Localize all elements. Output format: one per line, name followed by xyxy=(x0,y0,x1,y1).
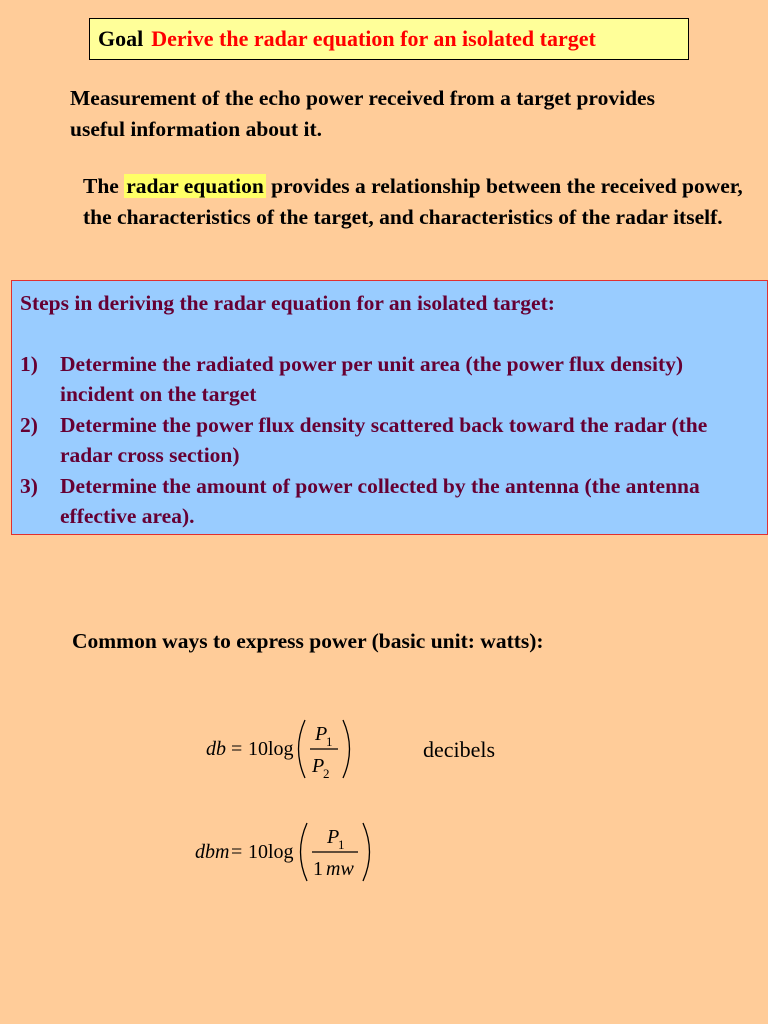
intro-paragraph-2 xyxy=(83,171,743,232)
power-heading: Common ways to express power (basic unit: watts): xyxy=(72,629,544,653)
radar-equation-highlight: radar equation xyxy=(126,174,264,198)
formula-dbm-equals: = xyxy=(231,841,243,863)
decibel-formula xyxy=(204,715,354,785)
formula-db-lhs: db xyxy=(206,738,226,760)
left-paren xyxy=(301,823,308,881)
formula-db-coef: 10 xyxy=(248,738,268,760)
left-paren xyxy=(299,720,306,778)
right-paren xyxy=(343,720,350,778)
step-text: Determine the radiated power per unit area (the power flux density) incident on the target xyxy=(60,351,684,406)
intro-paragraph-1: Measurement of the echo power received from a target provides useful information about it. xyxy=(70,86,655,141)
decibels-label: decibels xyxy=(423,737,496,762)
formula-dbm-num: P xyxy=(327,826,340,848)
step-item xyxy=(20,471,767,532)
formula-db-den-sub: 2 xyxy=(323,766,330,781)
formula-db-func: log xyxy=(268,738,294,760)
step-number: 3) xyxy=(20,473,38,498)
formula-dbm-lhs: dbm xyxy=(195,841,230,863)
step-item xyxy=(20,349,767,410)
formula-db-den: P xyxy=(312,755,325,777)
step-text: Determine the power flux density scattered back toward the radar (the radar cross section) xyxy=(60,412,708,467)
formula-dbm-num-sub: 1 xyxy=(338,837,345,852)
right-paren xyxy=(363,823,370,881)
goal-label: Goal xyxy=(98,26,144,51)
step-text: Determine the amount of power collected by the antenna (the antenna effective area). xyxy=(60,473,700,528)
dbm-formula xyxy=(193,818,373,888)
intro-paragraph-2-prefix: The xyxy=(83,174,125,198)
goal-banner xyxy=(89,18,689,60)
formula-db-num-sub: 1 xyxy=(326,734,333,749)
formula-db-num: P xyxy=(315,723,328,745)
formula-dbm-func: log xyxy=(268,841,294,863)
steps-box xyxy=(11,280,768,535)
step-number: 1) xyxy=(20,351,38,376)
steps-heading: Steps in deriving the radar equation for an isolated target: xyxy=(20,291,555,315)
goal-text: Derive the radar equation for an isolated target xyxy=(151,26,596,51)
formula-dbm-coef: 10 xyxy=(248,841,268,863)
step-item xyxy=(20,410,767,471)
intro-paragraph-2-suffix: provides a relationship between the received power, the characteristics of the target, and characteristics of the radar itself. xyxy=(83,174,743,229)
step-number: 2) xyxy=(20,412,38,437)
formula-dbm-den-num: 1 xyxy=(313,858,323,880)
formula-dbm-den-unit: mw xyxy=(326,858,354,880)
formula-db-equals: = xyxy=(231,738,243,760)
